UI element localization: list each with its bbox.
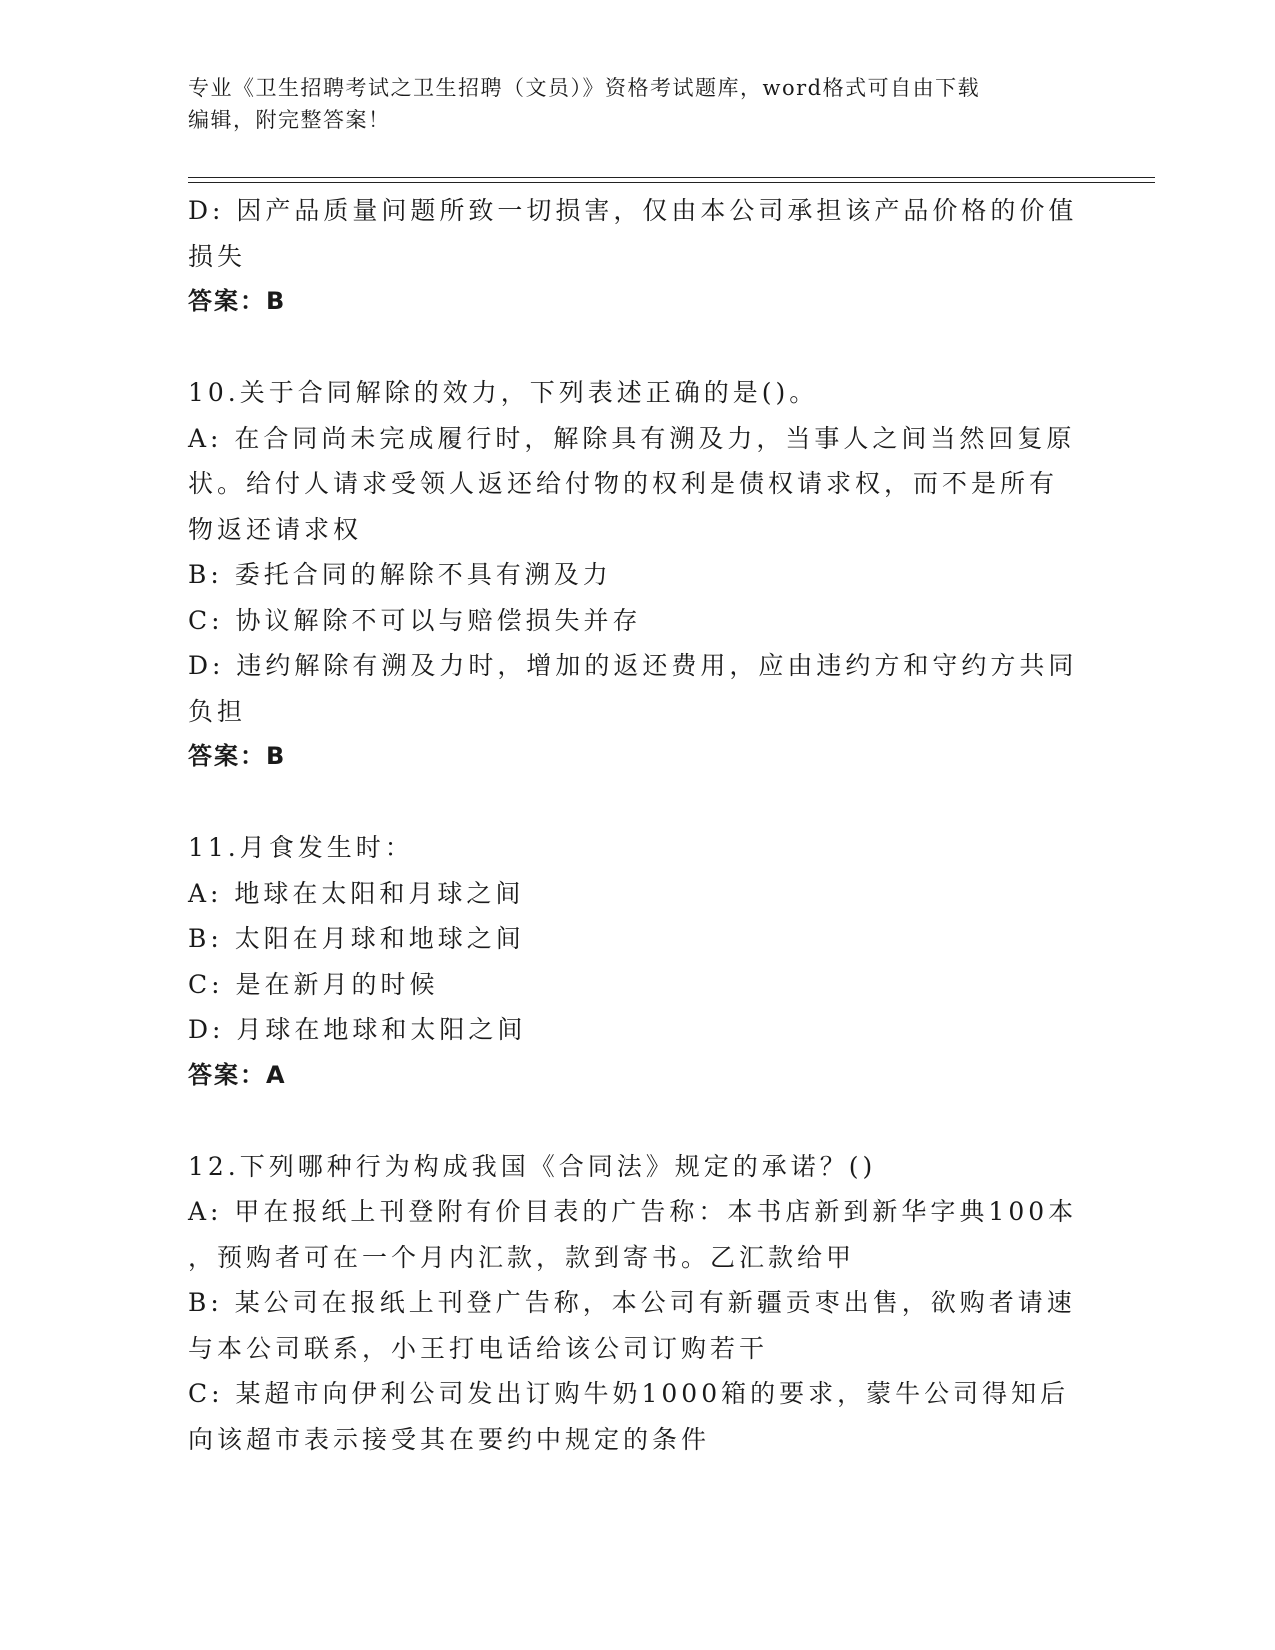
option-a: A: 在合同尚未完成履行时，解除具有溯及力，当事人之间当然回复原 (188, 423, 1076, 453)
header-rule-bottom (188, 182, 1155, 183)
option-a: A: 甲在报纸上刊登附有价目表的广告称：本书店新到新华字典100本 (188, 1197, 1078, 1226)
prev-question (188, 188, 1078, 325)
option-d-cont: 损失 (188, 241, 247, 271)
option-d: D: 因产品质量问题所致一切损害，仅由本公司承担该产品价格的价值 (188, 196, 1078, 225)
option-b-cont: 与本公司联系，小王打电话给该公司订购若干 (188, 1333, 769, 1363)
option-c: C: 某超市向伊利公司发出订购牛奶1000箱的要求，蒙牛公司得知后 (188, 1379, 1070, 1408)
header-line-1: 专业《卫生招聘考试之卫生招聘（文员）》资格考试题库，word格式可自由下载 (188, 76, 981, 100)
option-d-cont: 负担 (188, 696, 247, 726)
question-stem: 10.关于合同解除的效力，下列表述正确的是()。 (188, 378, 819, 407)
spacer (188, 1098, 1068, 1144)
document-body (188, 188, 1078, 1462)
option-a-cont: 状。给付人请求受领人返还给付物的权利是债权请求权，而不是所有 (188, 469, 1059, 498)
document-header (188, 72, 1068, 136)
header-rule-top (188, 177, 1155, 178)
option-a-cont: 物返还请求权 (188, 514, 363, 544)
option-d: D: 月球在地球和太阳之间 (188, 1015, 527, 1044)
answer: 答案：B (188, 287, 287, 315)
option-c-cont: 向该超市表示接受其在要约中规定的条件 (188, 1424, 711, 1454)
option-a-cont: ，预购者可在一个月内汇款，款到寄书。乙汇款给甲 (188, 1242, 856, 1272)
option-b: B: 太阳在月球和地球之间 (188, 924, 525, 953)
option-b: B: 委托合同的解除不具有溯及力 (188, 560, 612, 589)
option-d: D: 违约解除有溯及力时，增加的返还费用，应由违约方和守约方共同 (188, 651, 1078, 680)
option-c: C: 协议解除不可以与赔偿损失并存 (188, 605, 642, 635)
header-line-2: 编辑，附完整答案！ (188, 108, 391, 132)
question-12 (188, 1144, 1078, 1463)
question-stem: 12.下列哪种行为构成我国《合同法》规定的承诺？() (188, 1151, 877, 1181)
spacer (188, 325, 1068, 371)
option-c: C: 是在新月的时候 (188, 969, 439, 999)
answer: 答案：B (188, 742, 287, 770)
spacer (188, 780, 1068, 826)
answer: 答案：A (188, 1060, 287, 1089)
question-10 (188, 370, 1078, 780)
question-11 (188, 825, 1068, 1098)
question-stem: 11.月食发生时： (188, 833, 414, 862)
option-a: A: 地球在太阳和月球之间 (188, 878, 525, 908)
option-b: B: 某公司在报纸上刊登广告称，本公司有新疆贡枣出售，欲购者请速 (188, 1288, 1076, 1317)
